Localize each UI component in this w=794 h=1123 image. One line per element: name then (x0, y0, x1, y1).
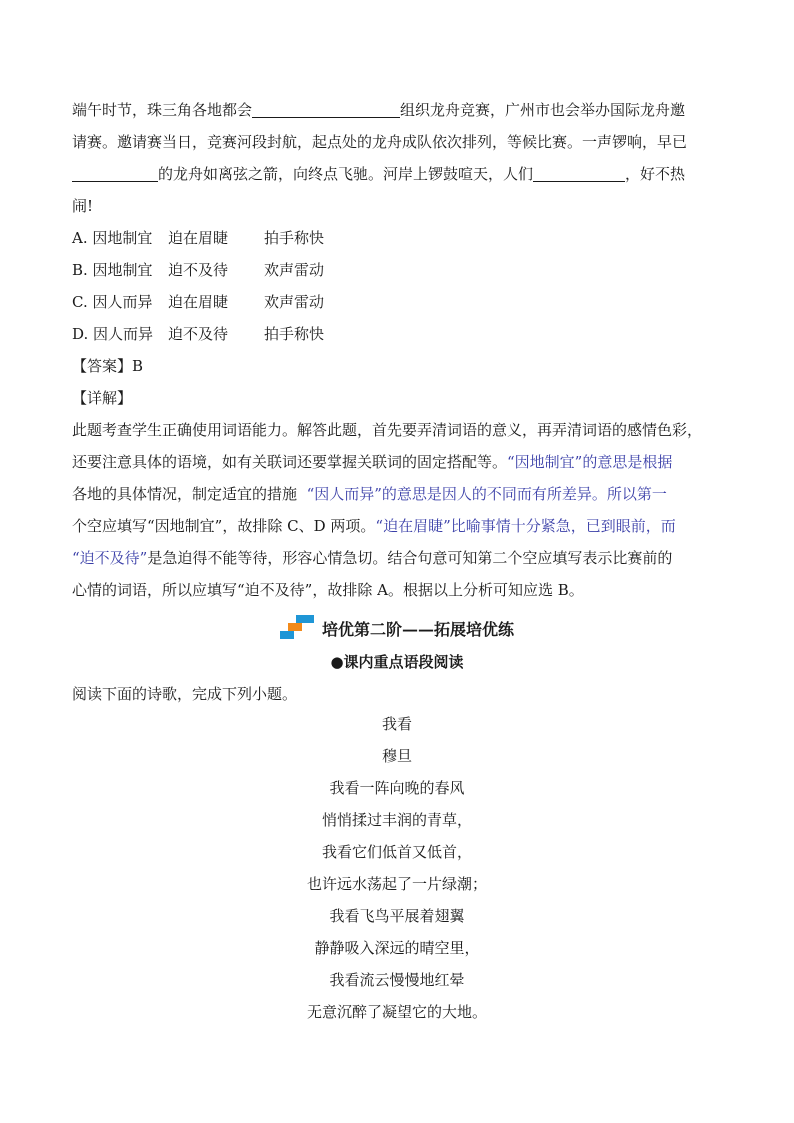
option-c[interactable] (72, 286, 722, 318)
detail-line-1: 此题考查学生正确使用词语能力。解答此题，首先要弄清词语的意义，再弄清词语的感情色彩， (72, 421, 703, 439)
section-subtitle: ●课内重点语段阅读 (330, 653, 464, 671)
poem-line: 我看流云慢慢地红晕 (329, 971, 465, 989)
detail-text: 个空应填写 (72, 517, 148, 535)
option-label: C. 因人而异 (72, 293, 153, 311)
question-line-1 (72, 94, 722, 126)
poem-line: 静静吸入深远的晴空里， (314, 939, 480, 957)
option-word: 欢声雷动 (264, 261, 325, 279)
poem-line: 也许远水荡起了一片绿潮； (306, 875, 487, 893)
poem-title: 我看 (381, 715, 412, 733)
blocks-icon (280, 615, 316, 641)
option-a[interactable] (72, 222, 722, 254)
detail-text: “因地制宜”，故排除 C、D 两项。 (147, 517, 376, 535)
detail-highlight: “迫在眉睫”比喻事情十分紧急，已到眼前，而 (375, 517, 676, 535)
detail-line-6: 心情的词语，所以应填写“迫不及待”，故排除 A。根据以上分析可知应选 B。 (72, 581, 584, 599)
question-text: ，好不热 (625, 165, 686, 183)
detail-line-2 (72, 446, 722, 478)
option-word: 迫在眉睫 (168, 229, 229, 247)
option-d[interactable] (72, 318, 722, 350)
question-text: 的龙舟如离弦之箭，向终点飞驰。河岸上锣鼓喧天，人们 (158, 165, 534, 183)
detail-highlight: “因地制宜”的意思是根据 (507, 453, 673, 471)
question-line-3 (72, 158, 722, 190)
question-line-4: 闹! (72, 197, 94, 215)
poem-line: 我看飞鸟平展着翅翼 (329, 907, 465, 925)
section-title (0, 614, 794, 646)
poem-author: 穆旦 (381, 747, 412, 765)
detail-line-4 (72, 510, 722, 542)
poem (0, 708, 794, 1028)
detail-line-3 (72, 478, 722, 510)
blank-3 (533, 163, 625, 182)
poem-line: 我看它们低首又低首， (321, 843, 472, 861)
section-title-text: 培优第二阶——拓展培优练 (321, 620, 514, 639)
answer-value: B (132, 357, 144, 375)
blank-1 (252, 99, 400, 118)
option-b[interactable] (72, 254, 722, 286)
answer-line (72, 350, 722, 382)
option-word: 迫不及待 (168, 261, 229, 279)
detail-label: 【详解】 (72, 389, 133, 407)
option-label: A. 因地制宜 (72, 229, 153, 247)
question-line-2: 请赛。邀请赛当日，竞赛河段封航，起点处的龙舟成队依次排列，等候比赛。一声锣响，早已 (72, 133, 688, 151)
detail-text: 还要注意具体的语境，如有关联词还要掌握关联词的固定搭配等。 (72, 453, 508, 471)
option-word: 迫在眉睫 (168, 293, 229, 311)
reading-instruction: 阅读下面的诗歌，完成下列小题。 (72, 685, 298, 703)
option-word: 迫不及待 (168, 325, 229, 343)
option-word: 欢声雷动 (264, 293, 325, 311)
detail-line-5 (72, 542, 722, 574)
poem-line: 悄悄揉过丰润的青草， (321, 811, 472, 829)
poem-line: 无意沉醉了凝望它的大地。 (306, 1003, 487, 1021)
answer-label: 【答案】 (72, 357, 133, 375)
question-text: 组织龙舟竞赛，广州市也会举办国际龙舟邀 (400, 101, 686, 119)
question-block (72, 94, 722, 606)
detail-text: 各地的具体情况，制定适宜的措施 (72, 485, 298, 503)
option-label: D. 因人而异 (72, 325, 154, 343)
option-label: B. 因地制宜 (72, 261, 153, 279)
blank-2 (72, 163, 158, 182)
option-word: 拍手称快 (264, 229, 325, 247)
poem-line: 我看一阵向晚的春风 (329, 779, 465, 797)
question-text: 端午时节，珠三角各地都会 (72, 101, 253, 119)
option-word: 拍手称快 (264, 325, 325, 343)
detail-text: 是急迫得不能等待，形容心情急切。结合句意可知第二个空应填写表示比赛前的 (147, 549, 673, 567)
detail-highlight: “因人而异”的意思是因人的不同而有所差异。所以第一 (306, 485, 667, 503)
detail-highlight: “迫不及待” (72, 549, 148, 567)
